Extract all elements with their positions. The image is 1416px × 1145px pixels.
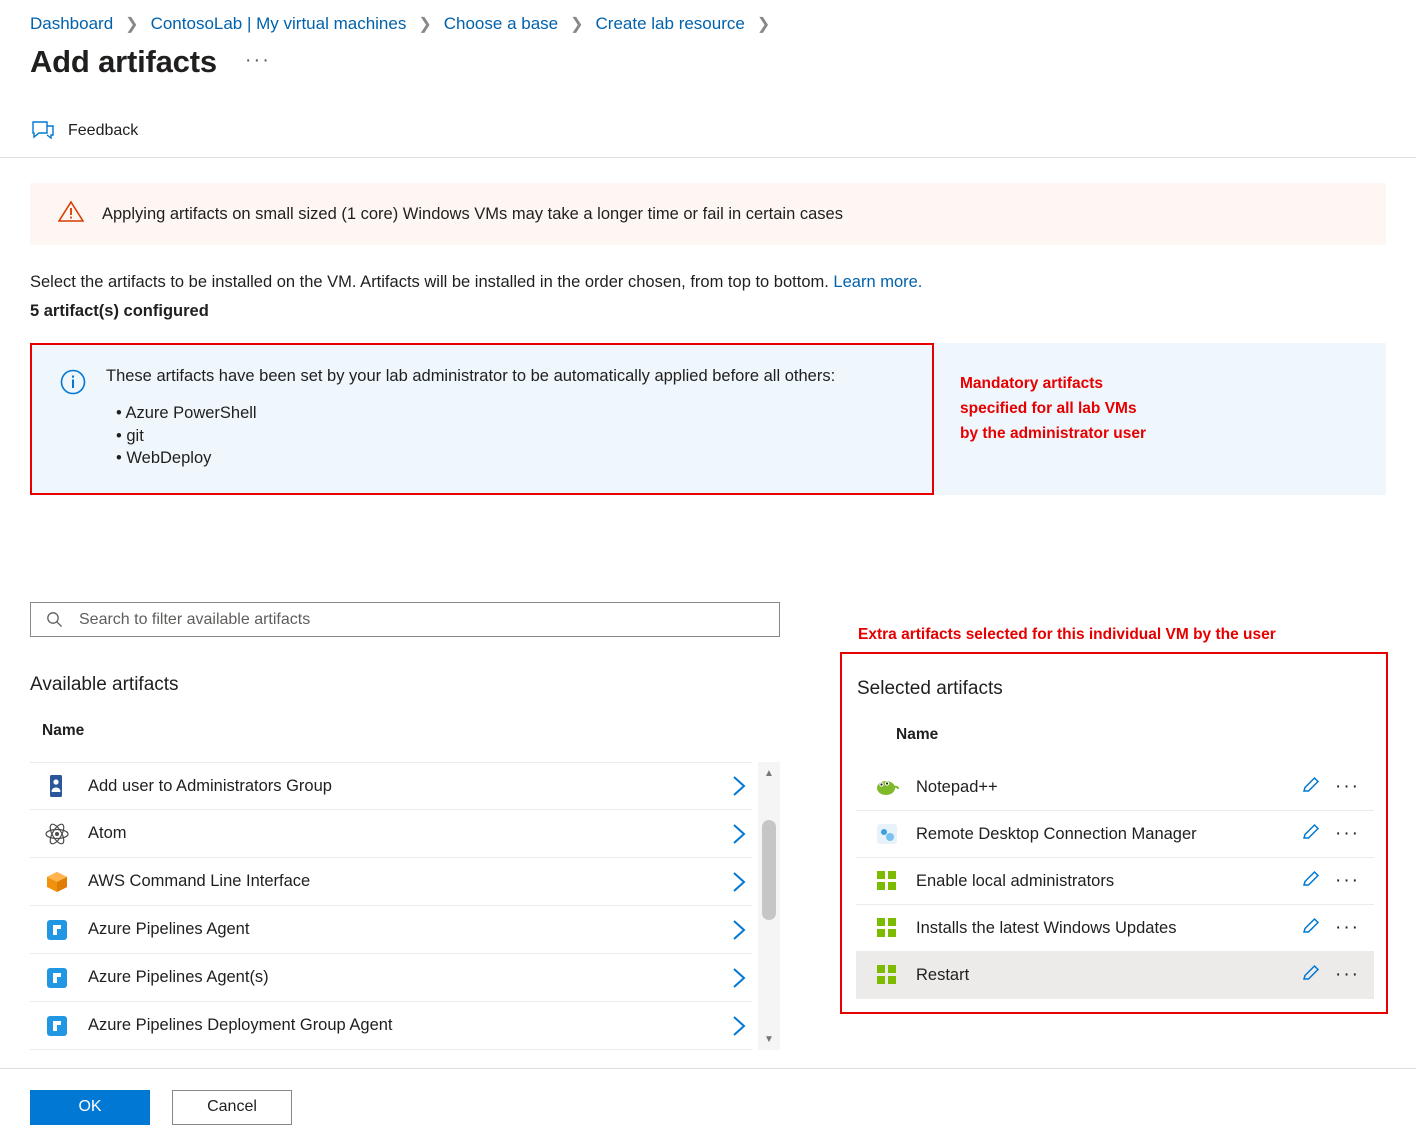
user-badge-icon	[44, 773, 70, 799]
edit-icon[interactable]	[1301, 775, 1321, 800]
edit-icon[interactable]	[1301, 822, 1321, 847]
table-row[interactable]	[30, 858, 752, 906]
page-title: Add artifacts	[30, 44, 217, 79]
row-more-icon[interactable]: ···	[1335, 870, 1360, 891]
selected-artifacts-annotation: Extra artifacts selected for this individual VM by the user	[858, 626, 1276, 643]
list-item[interactable]	[856, 952, 1374, 999]
command-bar	[0, 104, 1416, 158]
chevron-right-icon[interactable]	[726, 773, 752, 799]
feedback-label: Feedback	[68, 121, 139, 139]
chevron-right-icon[interactable]	[726, 917, 752, 943]
available-column-header-name: Name	[42, 722, 85, 739]
info-icon	[60, 369, 86, 493]
breadcrumb-separator-icon: ❯	[418, 16, 432, 33]
table-row[interactable]	[30, 810, 752, 858]
available-artifacts-title: Available artifacts	[30, 674, 179, 695]
artifact-name: Azure Pipelines Deployment Group Agent	[88, 1016, 393, 1034]
available-artifacts-list	[30, 762, 752, 1050]
search-input[interactable]	[77, 610, 779, 630]
notepadpp-icon	[874, 774, 900, 800]
chevron-right-icon[interactable]	[726, 965, 752, 991]
learn-more-link[interactable]: Learn more.	[833, 273, 923, 291]
scroll-up-icon[interactable]: ▲	[764, 767, 774, 779]
chevron-right-icon[interactable]	[726, 869, 752, 895]
edit-icon[interactable]	[1301, 963, 1321, 988]
row-actions	[1301, 916, 1374, 941]
artifacts-configured-count: 5 artifact(s) configured	[30, 302, 209, 320]
windows-tile-icon	[874, 868, 900, 894]
breadcrumb-item-create-lab-resource[interactable]: Create lab resource	[595, 14, 745, 33]
azure-pipelines-icon	[44, 917, 70, 943]
breadcrumb-separator-icon: ❯	[570, 16, 584, 33]
mandatory-annotation	[934, 343, 1386, 495]
row-more-icon[interactable]: ···	[1335, 964, 1360, 985]
breadcrumb-separator-icon: ❯	[756, 16, 771, 33]
table-row[interactable]	[30, 1002, 752, 1050]
scrollbar-thumb[interactable]	[762, 820, 776, 920]
selected-artifacts-list	[856, 764, 1374, 999]
row-more-icon[interactable]: ···	[1335, 823, 1360, 844]
selected-artifacts-title: Selected artifacts	[857, 678, 1003, 699]
warning-banner	[30, 183, 1386, 245]
search-icon	[41, 607, 67, 633]
breadcrumb-item-choose-a-base[interactable]: Choose a base	[443, 14, 559, 33]
list-item[interactable]	[856, 858, 1374, 905]
atom-icon	[44, 821, 70, 847]
windows-tile-icon	[874, 962, 900, 988]
intro-sentence: Select the artifacts to be installed on the VM. Artifacts will be installed in the order chosen, from top to bottom.	[30, 273, 829, 291]
azure-pipelines-icon	[44, 965, 70, 991]
title-row	[0, 34, 1416, 80]
annotation-line: Mandatory artifacts	[960, 375, 1103, 392]
table-row[interactable]	[30, 906, 752, 954]
table-row[interactable]	[30, 954, 752, 1002]
mandatory-info-box	[30, 343, 934, 495]
chevron-right-icon[interactable]	[726, 1013, 752, 1039]
list-item: • WebDeploy	[116, 447, 835, 470]
artifact-name: Remote Desktop Connection Manager	[916, 824, 1197, 843]
row-actions	[1301, 869, 1374, 894]
feedback-button[interactable]	[30, 118, 138, 144]
list-item: • Azure PowerShell	[116, 402, 835, 425]
list-item[interactable]	[856, 811, 1374, 858]
row-actions	[1301, 822, 1374, 847]
footer-bar	[0, 1068, 1416, 1145]
artifact-name: Enable local administrators	[916, 871, 1115, 890]
artifact-name: Restart	[916, 965, 970, 984]
list-item[interactable]	[856, 764, 1374, 811]
chevron-right-icon[interactable]	[726, 821, 752, 847]
warning-icon	[58, 200, 84, 228]
edit-icon[interactable]	[1301, 916, 1321, 941]
artifact-name: Azure Pipelines Agent	[88, 920, 250, 938]
warning-text: Applying artifacts on small sized (1 core) Windows VMs may take a longer time or fail in certain cases	[102, 204, 843, 223]
aws-box-icon	[44, 869, 70, 895]
available-artifacts-scrollbar[interactable]	[758, 762, 780, 1050]
artifact-name: Notepad++	[916, 777, 998, 796]
annotation-line: by the administrator user	[960, 425, 1147, 442]
windows-tile-icon	[874, 915, 900, 941]
table-row[interactable]	[30, 762, 752, 810]
azure-pipelines-icon	[44, 1013, 70, 1039]
list-item[interactable]	[856, 905, 1374, 952]
row-more-icon[interactable]: ···	[1335, 776, 1360, 797]
ok-button[interactable]: OK	[30, 1090, 150, 1125]
artifact-name: Installs the latest Windows Updates	[916, 918, 1177, 937]
row-more-icon[interactable]: ···	[1335, 917, 1360, 938]
artifact-name: Azure Pipelines Agent(s)	[88, 968, 269, 986]
list-item: • git	[116, 425, 835, 448]
mandatory-artifacts-band	[30, 343, 1386, 495]
rdcman-icon	[874, 821, 900, 847]
breadcrumb-item-dashboard[interactable]: Dashboard	[30, 14, 114, 33]
artifact-name: AWS Command Line Interface	[88, 872, 311, 890]
edit-icon[interactable]	[1301, 869, 1321, 894]
selected-artifacts-panel	[840, 652, 1388, 1014]
search-box[interactable]	[30, 602, 780, 637]
breadcrumb	[0, 0, 1416, 34]
more-options-button[interactable]: ···	[244, 49, 271, 71]
scroll-down-icon[interactable]: ▼	[764, 1033, 774, 1045]
row-actions	[1301, 963, 1374, 988]
intro-text	[30, 273, 1386, 292]
selected-column-header-name: Name	[896, 726, 939, 743]
artifact-name: Add user to Administrators Group	[88, 776, 332, 795]
cancel-button[interactable]: Cancel	[172, 1090, 292, 1125]
feedback-icon	[30, 118, 56, 144]
mandatory-artifact-list	[116, 402, 835, 470]
breadcrumb-item-contosolab[interactable]: ContosoLab | My virtual machines	[150, 14, 407, 33]
row-actions	[1301, 775, 1374, 800]
annotation-line: specified for all lab VMs	[960, 400, 1137, 417]
artifact-name: Atom	[88, 824, 127, 842]
mandatory-info-text: These artifacts have been set by your lab administrator to be automatically applied before all others:	[106, 367, 836, 385]
breadcrumb-separator-icon: ❯	[125, 16, 139, 33]
